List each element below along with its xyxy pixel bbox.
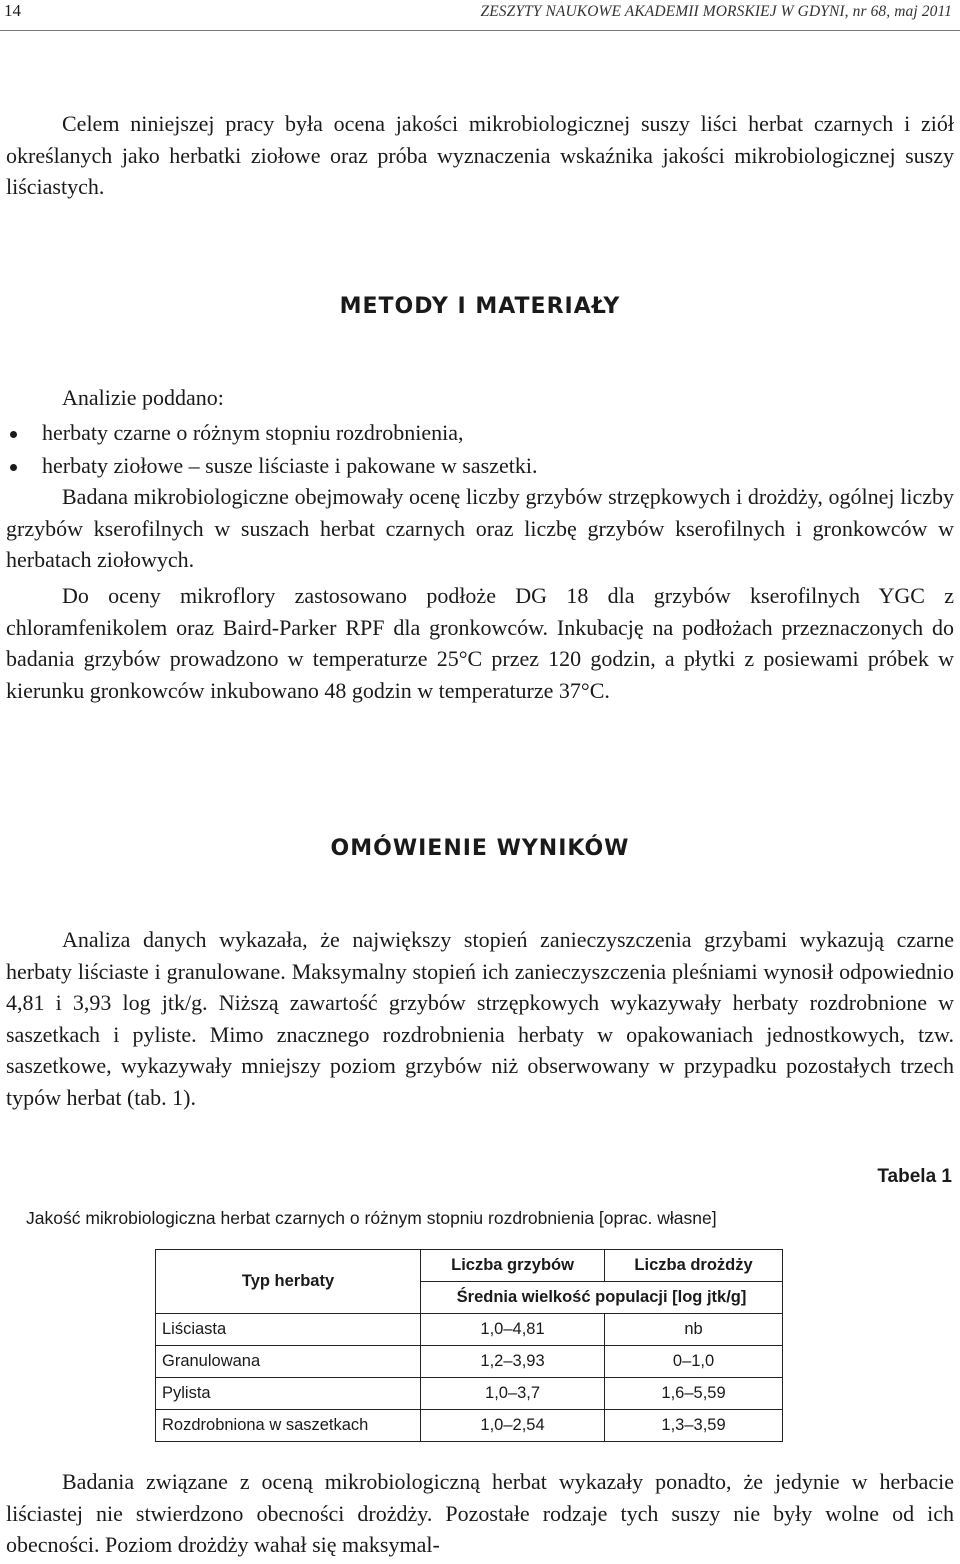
table-row <box>156 1410 783 1442</box>
results-paragraph: Analiza danych wykazała, że największy stopień zanieczyszczenia grzybami wykazują czarne herbaty liściaste i granulowane. Maksymalny stopień ich zanieczyszczenia pleśniami wynosił odpowiednio 4,81 i 3,93 log jtk/g. Niższą zawartość grzybów strzępkowych wykazywały herbaty rozdrobnione w saszetkach i pyliste. Mimo znacznego rozdrobnienia herbaty w opakowaniach jednostkowych, tzw. saszetkowe, wykazywały mniejszy poziom grzybów niż obserwowany w przypadku pozostałych trzech typów herbat (tab. 1). <box>6 927 954 1110</box>
column-header-fungi: Liczba grzybów <box>421 1250 605 1282</box>
column-header-type: Typ herbaty <box>156 1250 421 1314</box>
table-row <box>156 1346 783 1378</box>
methods-heading: METODY I MATERIAŁY <box>339 294 621 319</box>
cell-fungi: 1,0–2,54 <box>421 1410 605 1442</box>
cell-yeast: 0–1,0 <box>605 1346 783 1378</box>
methods-paragraph-2: Do oceny mikroflory zastosowano podłoże DG 18 dla grzybów kserofilnych YGC z chloramfenikolem oraz Baird-Parker RPF dla gronkowców. Inkubację na podłożach przeznaczonych do badania grzybów prowadzono w temperaturze 25°C przez 120 godzin, a płytki z posiewami próbek w kierunku gronkowców inkubowano 48 godzin w temperaturze 37°C. <box>6 583 954 703</box>
list-item: herbaty czarne o różnym stopniu rozdrobnienia, <box>6 416 537 449</box>
page-number: 14 <box>4 1 21 20</box>
methods-paragraph-1: Badana mikrobiologiczne obejmowały ocenę liczby grzybów strzępkowych i drożdży, ogólnej liczby grzybów kserofilnych w suszach herbat czarnych oraz liczbę grzybów kserofilnych i gronkowców w herbatach ziołowych. <box>6 484 954 572</box>
cell-yeast: 1,6–5,59 <box>605 1378 783 1410</box>
methods-lead: Analizie poddano: <box>62 385 224 410</box>
cell-yeast: nb <box>605 1314 783 1346</box>
intro-paragraph: Celem niniejszej pracy była ocena jakości mikrobiologicznej suszy liści herbat czarnych i ziół określanych jako herbatki ziołowe oraz próba wyznaczenia wskaźnika jakości mikrobiologicznej suszy liściastych. <box>6 111 954 199</box>
cell-type: Granulowana <box>156 1346 421 1378</box>
table-row <box>156 1314 783 1346</box>
results-table <box>155 1249 783 1442</box>
cell-type: Pylista <box>156 1378 421 1410</box>
closing-paragraph: Badania związane z oceną mikrobiologiczną herbat wykazały ponadto, że jedynie w herbacie liściastej nie stwierdzono obecności drożdży. Pozostałe rodzaje tych suszy nie były wolne od ich obecności. Poziom drożdży wahał się maksymal- <box>6 1469 954 1557</box>
cell-fungi: 1,0–4,81 <box>421 1314 605 1346</box>
cell-type: Liściasta <box>156 1314 421 1346</box>
cell-fungi: 1,2–3,93 <box>421 1346 605 1378</box>
table-row <box>156 1378 783 1410</box>
cell-yeast: 1,3–3,59 <box>605 1410 783 1442</box>
table-caption: Jakość mikrobiologiczna herbat czarnych o różnym stopniu rozdrobnienia [oprac. własne] <box>26 1208 717 1228</box>
table-label: Tabela 1 <box>877 1166 952 1187</box>
list-item: herbaty ziołowe – susze liściaste i pakowane w saszetki. <box>6 449 537 482</box>
table-header-row <box>156 1250 783 1282</box>
column-header-yeast: Liczba drożdży <box>605 1250 783 1282</box>
page-header <box>0 0 960 24</box>
header-rule <box>0 30 960 31</box>
results-heading: OMÓWIENIE WYNIKÓW <box>330 836 630 861</box>
running-title: ZESZYTY NAUKOWE AKADEMII MORSKIEJ W GDYNI, nr 68, maj 2011 <box>480 3 952 20</box>
materials-list <box>6 416 537 482</box>
cell-fungi: 1,0–3,7 <box>421 1378 605 1410</box>
cell-type: Rozdrobniona w saszetkach <box>156 1410 421 1442</box>
column-subheader: Średnia wielkość populacji [log jtk/g] <box>421 1282 783 1314</box>
